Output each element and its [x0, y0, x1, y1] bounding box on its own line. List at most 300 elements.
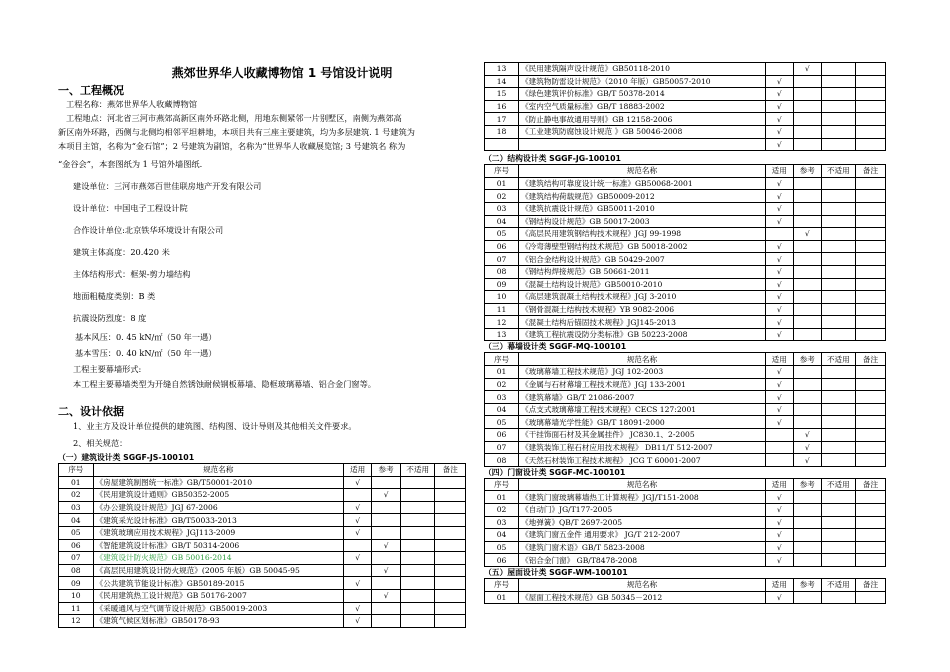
cell-ref	[372, 577, 400, 590]
cell-apply: √	[765, 291, 793, 304]
cell-name: 《建筑采光设计标准》GB/T50033-2013	[93, 514, 343, 527]
cell-no: 08	[59, 564, 94, 577]
table-row	[485, 529, 886, 542]
cell-ref	[793, 215, 821, 228]
cell-note	[855, 366, 885, 379]
cell-note	[855, 88, 885, 101]
cell-apply: √	[765, 591, 793, 604]
cell-no: 07	[485, 253, 519, 266]
header-ref: 参考	[793, 165, 821, 178]
cell-apply: √	[765, 125, 793, 138]
cell-name: 《工业建筑防腐蚀设计规范 》GB 50046-2008	[519, 125, 766, 138]
cell-na	[821, 190, 855, 203]
cell-ref	[793, 303, 821, 316]
cell-no: 02	[485, 190, 519, 203]
cell-ref	[793, 403, 821, 416]
header-note: 备注	[435, 464, 466, 477]
table-row	[485, 75, 886, 88]
cell-no: 04	[485, 403, 519, 416]
cell-ref	[793, 491, 821, 504]
cell-na	[821, 253, 855, 266]
jg-standards-table	[484, 164, 886, 341]
header-no: 序号	[59, 464, 94, 477]
header-name: 规范名称	[519, 353, 766, 366]
table-row	[59, 602, 466, 615]
header-no: 序号	[485, 578, 519, 591]
cell-note	[855, 554, 885, 567]
header-na: 不适用	[821, 578, 855, 591]
cell-na	[821, 541, 855, 554]
cell-apply: √	[765, 278, 793, 291]
table-row	[485, 391, 886, 404]
header-note: 备注	[855, 353, 885, 366]
cell-name: 《室内空气质量标准》GB/T 18883-2002	[519, 100, 766, 113]
header-ref: 参考	[372, 464, 400, 477]
cell-note	[435, 577, 466, 590]
header-note: 备注	[855, 578, 885, 591]
project-location-line-1: 工程地点：河北省三河市燕郊高新区南外环路北侧，用地东侧紧邻一片别墅区，南侧为燕郊高	[66, 113, 402, 123]
cell-name: 《民用建筑设计通则》GB50352-2005	[93, 489, 343, 502]
cell-apply: √	[343, 577, 371, 590]
building-height: 建筑主体高度：20.420 米	[73, 247, 170, 257]
table-row	[485, 303, 886, 316]
cell-name: 《绿色建筑评价标准》GB/T 50378-2014	[519, 88, 766, 101]
cell-ref	[793, 253, 821, 266]
cell-na	[400, 476, 435, 489]
cell-ref: √	[372, 489, 400, 502]
cell-note	[855, 591, 885, 604]
js-standards-table	[58, 463, 466, 628]
cell-note	[855, 113, 885, 126]
cell-no: 03	[485, 202, 519, 215]
cell-name: 《玻璃幕墙工程技术规范》JGJ 102-2003	[519, 366, 766, 379]
cell-apply: √	[765, 138, 793, 151]
table-row	[485, 215, 886, 228]
cell-name: 《铝合金结构设计规范》GB 50429-2007	[519, 253, 766, 266]
cell-note	[435, 526, 466, 539]
table-row	[485, 416, 886, 429]
section-2-heading: 二、设计依据	[58, 405, 124, 418]
cell-note	[855, 303, 885, 316]
cell-ref	[372, 501, 400, 514]
cell-note	[435, 514, 466, 527]
cell-na	[400, 552, 435, 565]
cell-ref	[793, 125, 821, 138]
cell-note	[435, 539, 466, 552]
table-row	[59, 589, 466, 602]
table-row	[485, 253, 886, 266]
cell-ref: √	[793, 429, 821, 442]
cell-note	[435, 476, 466, 489]
mc-standards-table	[484, 478, 886, 567]
header-na: 不适用	[821, 478, 855, 491]
cell-ref	[793, 265, 821, 278]
cell-na	[400, 589, 435, 602]
cell-apply: √	[765, 403, 793, 416]
table-row	[485, 177, 886, 190]
cell-no	[485, 138, 519, 151]
cell-name: 《建筑抗震设计规范》GB50011-2010	[519, 202, 766, 215]
header-na: 不适用	[400, 464, 435, 477]
cell-ref	[793, 366, 821, 379]
cell-na	[821, 429, 855, 442]
cell-note	[435, 564, 466, 577]
cell-no: 04	[59, 514, 94, 527]
cell-no: 01	[485, 366, 519, 379]
cell-name: 《自动门》JG/T177-2005	[519, 504, 766, 517]
cell-name: 《铝合金门窗》 GB/T8478-2008	[519, 554, 766, 567]
cell-note	[855, 429, 885, 442]
project-location-line-2: 新区南外环路，西侧与北侧均相邻平坦耕地，本项目共有三座主要建筑，均为多层建筑. 1 号建筑为	[58, 127, 415, 137]
cell-no: 10	[59, 589, 94, 602]
cell-no: 16	[485, 100, 519, 113]
cell-ref: √	[372, 539, 400, 552]
cell-na	[821, 391, 855, 404]
cell-no: 11	[59, 602, 94, 615]
cell-na	[821, 265, 855, 278]
cell-na	[821, 100, 855, 113]
cell-apply: √	[765, 416, 793, 429]
cell-note	[855, 529, 885, 542]
table-row	[485, 554, 886, 567]
cell-apply: √	[765, 190, 793, 203]
cell-apply: √	[765, 88, 793, 101]
cell-no: 05	[485, 416, 519, 429]
cell-na	[400, 577, 435, 590]
cell-na	[400, 526, 435, 539]
cell-na	[821, 138, 855, 151]
table-row	[59, 539, 466, 552]
cell-ref	[793, 391, 821, 404]
cell-apply: √	[765, 303, 793, 316]
cell-ref	[372, 526, 400, 539]
cell-no: 06	[485, 554, 519, 567]
cell-apply	[343, 489, 371, 502]
cell-apply: √	[343, 602, 371, 615]
cell-no: 03	[59, 501, 94, 514]
table-row	[485, 491, 886, 504]
designer: 设计单位：中国电子工程设计院	[73, 203, 188, 213]
cell-note	[855, 516, 885, 529]
table-row	[59, 514, 466, 527]
table-row	[485, 88, 886, 101]
table-header-row	[485, 578, 886, 591]
cell-ref	[793, 190, 821, 203]
table-row	[59, 526, 466, 539]
cell-no: 10	[485, 291, 519, 304]
table-row	[485, 316, 886, 329]
ground-roughness: 地面粗糙度类别：B 类	[73, 291, 156, 301]
table-row	[485, 441, 886, 454]
cell-note	[855, 441, 885, 454]
cell-apply: √	[765, 316, 793, 329]
cell-name: 《建筑气候区划标准》GB50178-93	[93, 615, 343, 628]
cell-ref	[793, 88, 821, 101]
cell-name: 《屋面工程技术规范》GB 50345－2012	[519, 591, 766, 604]
cell-no: 15	[485, 88, 519, 101]
cell-na	[821, 403, 855, 416]
cell-name: 《混凝土结构后锚固技术规程》JGJ145-2013	[519, 316, 766, 329]
cell-apply: √	[765, 541, 793, 554]
cell-note	[435, 589, 466, 602]
header-no: 序号	[485, 478, 519, 491]
cell-ref	[793, 328, 821, 341]
right-column	[484, 62, 886, 604]
cell-name: 《民用建筑热工设计规范》GB 50176-2007	[93, 589, 343, 602]
cell-no: 06	[485, 240, 519, 253]
js-table-caption: （一）建筑设计类 SGGF-JS-100101	[58, 453, 195, 462]
design-basis-item-2: 2、相关规范：	[73, 438, 128, 448]
cell-apply: √	[343, 501, 371, 514]
js-standards-table-continued	[484, 62, 886, 151]
cell-name: 《房屋建筑制图统一标准》GB/T50001-2010	[93, 476, 343, 489]
cell-apply	[765, 63, 793, 76]
cell-apply: √	[765, 100, 793, 113]
cell-note	[855, 491, 885, 504]
cell-no: 12	[59, 615, 94, 628]
seismic-intensity: 抗震设防烈度：8 度	[73, 313, 147, 323]
cell-ref	[372, 514, 400, 527]
cell-note	[855, 378, 885, 391]
cell-apply	[765, 441, 793, 454]
cell-note	[855, 138, 885, 151]
cell-na	[821, 278, 855, 291]
cell-na	[821, 554, 855, 567]
cell-note	[435, 489, 466, 502]
cell-note	[855, 63, 885, 76]
header-na: 不适用	[821, 353, 855, 366]
cell-ref: √	[793, 454, 821, 467]
cell-no: 07	[485, 441, 519, 454]
curtain-wall-text: 本工程主要幕墙类型为开缝自然锈蚀耐候钢板幕墙、隐框玻璃幕墙、铝合金门窗等。	[73, 379, 376, 389]
cell-ref	[793, 554, 821, 567]
table-row	[59, 489, 466, 502]
header-no: 序号	[485, 353, 519, 366]
cell-name: 《冷弯薄壁型钢结构技术规范》GB 50018-2002	[519, 240, 766, 253]
cell-na	[821, 303, 855, 316]
table-row	[485, 100, 886, 113]
cell-name: 《金属与石材幕墙工程技术规范》JGJ 133-2001	[519, 378, 766, 391]
cell-name: 《点支式玻璃幕墙工程技术规程》CECS 127:2001	[519, 403, 766, 416]
document-title: 燕郊世界华人收藏博物馆 1 号馆设计说明	[171, 66, 393, 80]
cell-ref	[372, 602, 400, 615]
table-row	[59, 577, 466, 590]
cell-name: 《建筑设计防火规范》GB 50016-2014	[93, 552, 343, 565]
cell-ref	[793, 316, 821, 329]
table-header-row	[485, 478, 886, 491]
table-row	[485, 378, 886, 391]
cell-na	[821, 378, 855, 391]
cell-no: 14	[485, 75, 519, 88]
jg-table-caption: （二）结构设计类 SGGF-JG-100101	[484, 154, 621, 164]
cell-apply: √	[343, 476, 371, 489]
cell-note	[855, 416, 885, 429]
cell-apply: √	[765, 378, 793, 391]
cell-na	[821, 125, 855, 138]
cell-note	[855, 278, 885, 291]
project-location-line-3: 本项目主馆，名称为“金石馆”；2 号建筑为副馆，名称为“世界华人收藏展览馆; 3 号建筑名 称为	[58, 141, 406, 151]
cell-na	[821, 316, 855, 329]
cell-apply: √	[765, 391, 793, 404]
cell-no: 03	[485, 516, 519, 529]
snow-pressure: 基本雪压：0. 40 kN/㎡（50 年一遇）	[75, 348, 217, 358]
table-row	[485, 202, 886, 215]
cell-apply: √	[765, 177, 793, 190]
cell-apply: √	[765, 516, 793, 529]
cell-apply: √	[765, 529, 793, 542]
cell-name: 《建筑工程抗震设防分类标准》GB 50223-2008	[519, 328, 766, 341]
cell-na	[821, 177, 855, 190]
cell-no: 01	[485, 491, 519, 504]
table-row	[485, 63, 886, 76]
cell-ref	[793, 529, 821, 542]
cell-apply	[343, 539, 371, 552]
header-apply: 适用	[765, 478, 793, 491]
cell-apply: √	[765, 215, 793, 228]
cell-no: 05	[59, 526, 94, 539]
cell-name: 《钢骨混凝土结构技术规程》YB 9082-2006	[519, 303, 766, 316]
table-row	[59, 552, 466, 565]
cell-name: 《建筑门窗术语》GB/T 5823-2008	[519, 541, 766, 554]
header-apply: 适用	[765, 353, 793, 366]
cell-ref	[793, 75, 821, 88]
table-row	[485, 454, 886, 467]
header-name: 规范名称	[519, 578, 766, 591]
table-row	[485, 138, 886, 151]
cell-no: 04	[485, 215, 519, 228]
header-name: 规范名称	[519, 478, 766, 491]
structure-type: 主体结构形式：框架-剪力墙结构	[73, 269, 191, 279]
cell-note	[855, 291, 885, 304]
cell-name: 《建筑门窗玻璃幕墙热工计算规程》JGJ/T151-2008	[519, 491, 766, 504]
cell-name: 《建筑物防雷设计规范》（2010 年版）GB50057-2010	[519, 75, 766, 88]
cell-note	[855, 253, 885, 266]
cell-ref	[793, 100, 821, 113]
table-row	[485, 240, 886, 253]
cell-na	[400, 615, 435, 628]
cell-ref	[793, 504, 821, 517]
table-header-row	[485, 353, 886, 366]
cell-ref	[793, 516, 821, 529]
cell-name	[519, 138, 766, 151]
cell-no: 11	[485, 303, 519, 316]
cell-note	[855, 504, 885, 517]
cell-apply: √	[765, 113, 793, 126]
cell-name: 《智能建筑设计标准》GB/T 50314-2006	[93, 539, 343, 552]
cell-no: 09	[485, 278, 519, 291]
cell-apply: √	[343, 514, 371, 527]
header-ref: 参考	[793, 578, 821, 591]
cell-note	[435, 552, 466, 565]
cell-note	[855, 125, 885, 138]
table-row	[485, 516, 886, 529]
cell-ref	[793, 240, 821, 253]
cell-ref	[793, 291, 821, 304]
cell-no: 02	[485, 504, 519, 517]
cell-note	[855, 75, 885, 88]
cell-ref	[793, 416, 821, 429]
cell-ref: √	[793, 228, 821, 241]
table-row	[485, 403, 886, 416]
cell-na	[400, 602, 435, 615]
cell-note	[855, 215, 885, 228]
cell-ref	[372, 615, 400, 628]
cell-name: 《建筑结构可靠度设计统一标准》GB50068-2001	[519, 177, 766, 190]
cell-no: 05	[485, 541, 519, 554]
cell-ref	[793, 138, 821, 151]
cell-note	[435, 602, 466, 615]
table-row	[485, 541, 886, 554]
cell-apply: √	[765, 504, 793, 517]
wm-table-caption: （五）屋面设计类 SGGF-WM-100101	[484, 567, 628, 577]
cell-name: 《天然石材装饰工程技术规程》 JCG T 60001-2007	[519, 454, 766, 467]
cell-note	[435, 501, 466, 514]
cell-ref: √	[372, 564, 400, 577]
cell-ref	[793, 591, 821, 604]
header-apply: 适用	[765, 578, 793, 591]
cell-no: 01	[485, 177, 519, 190]
header-name: 规范名称	[93, 464, 343, 477]
header-no: 序号	[485, 165, 519, 178]
cell-name: 《公共建筑节能设计标准》GB50189-2015	[93, 577, 343, 590]
cell-no: 07	[59, 552, 94, 565]
cell-note	[855, 454, 885, 467]
header-apply: 适用	[765, 165, 793, 178]
cell-na	[821, 416, 855, 429]
header-na: 不适用	[821, 165, 855, 178]
design-basis-item-1: 1、业主方及设计单位提供的建筑图、结构图、设计导则及其他相关文件要求。	[73, 421, 357, 431]
cell-apply: √	[765, 366, 793, 379]
cell-note	[855, 100, 885, 113]
cell-name: 《高层民用建筑钢结构技术规程》JGJ 99-1998	[519, 228, 766, 241]
table-row	[485, 278, 886, 291]
cell-no: 08	[485, 454, 519, 467]
cell-na	[821, 454, 855, 467]
cell-na	[821, 516, 855, 529]
left-column	[58, 62, 466, 628]
table-row	[485, 366, 886, 379]
cell-note	[855, 240, 885, 253]
cell-no: 17	[485, 113, 519, 126]
cell-na	[400, 539, 435, 552]
cell-no: 08	[485, 265, 519, 278]
cell-apply: √	[765, 328, 793, 341]
wind-pressure: 基本风压：0. 45 kN/㎡（50 年一遇）	[75, 332, 217, 342]
cell-na	[821, 75, 855, 88]
cell-note	[855, 177, 885, 190]
cell-name: 《高层建筑混凝土结构技术规程》JGJ 3-2010	[519, 291, 766, 304]
header-ref: 参考	[793, 353, 821, 366]
table-row	[485, 228, 886, 241]
project-name: 工程名称：燕郊世界华人收藏博物馆	[66, 99, 198, 109]
wm-standards-table	[484, 578, 886, 604]
cell-no: 01	[485, 591, 519, 604]
cell-apply: √	[765, 202, 793, 215]
cell-apply: √	[765, 240, 793, 253]
cell-na	[400, 501, 435, 514]
cell-name: 《地弹簧》QB/T 2697-2005	[519, 516, 766, 529]
table-row	[485, 504, 886, 517]
co-designer: 合作设计单位:北京铁华环境设计有限公司	[73, 225, 224, 235]
cell-apply: √	[765, 253, 793, 266]
cell-ref	[793, 278, 821, 291]
cell-apply: √	[343, 615, 371, 628]
project-location-line-4: “金谷会”，本套图纸为 1 号馆外墙图纸.	[58, 159, 203, 169]
table-row	[485, 190, 886, 203]
cell-apply: √	[343, 526, 371, 539]
cell-no: 13	[485, 328, 519, 341]
header-note: 备注	[855, 478, 885, 491]
